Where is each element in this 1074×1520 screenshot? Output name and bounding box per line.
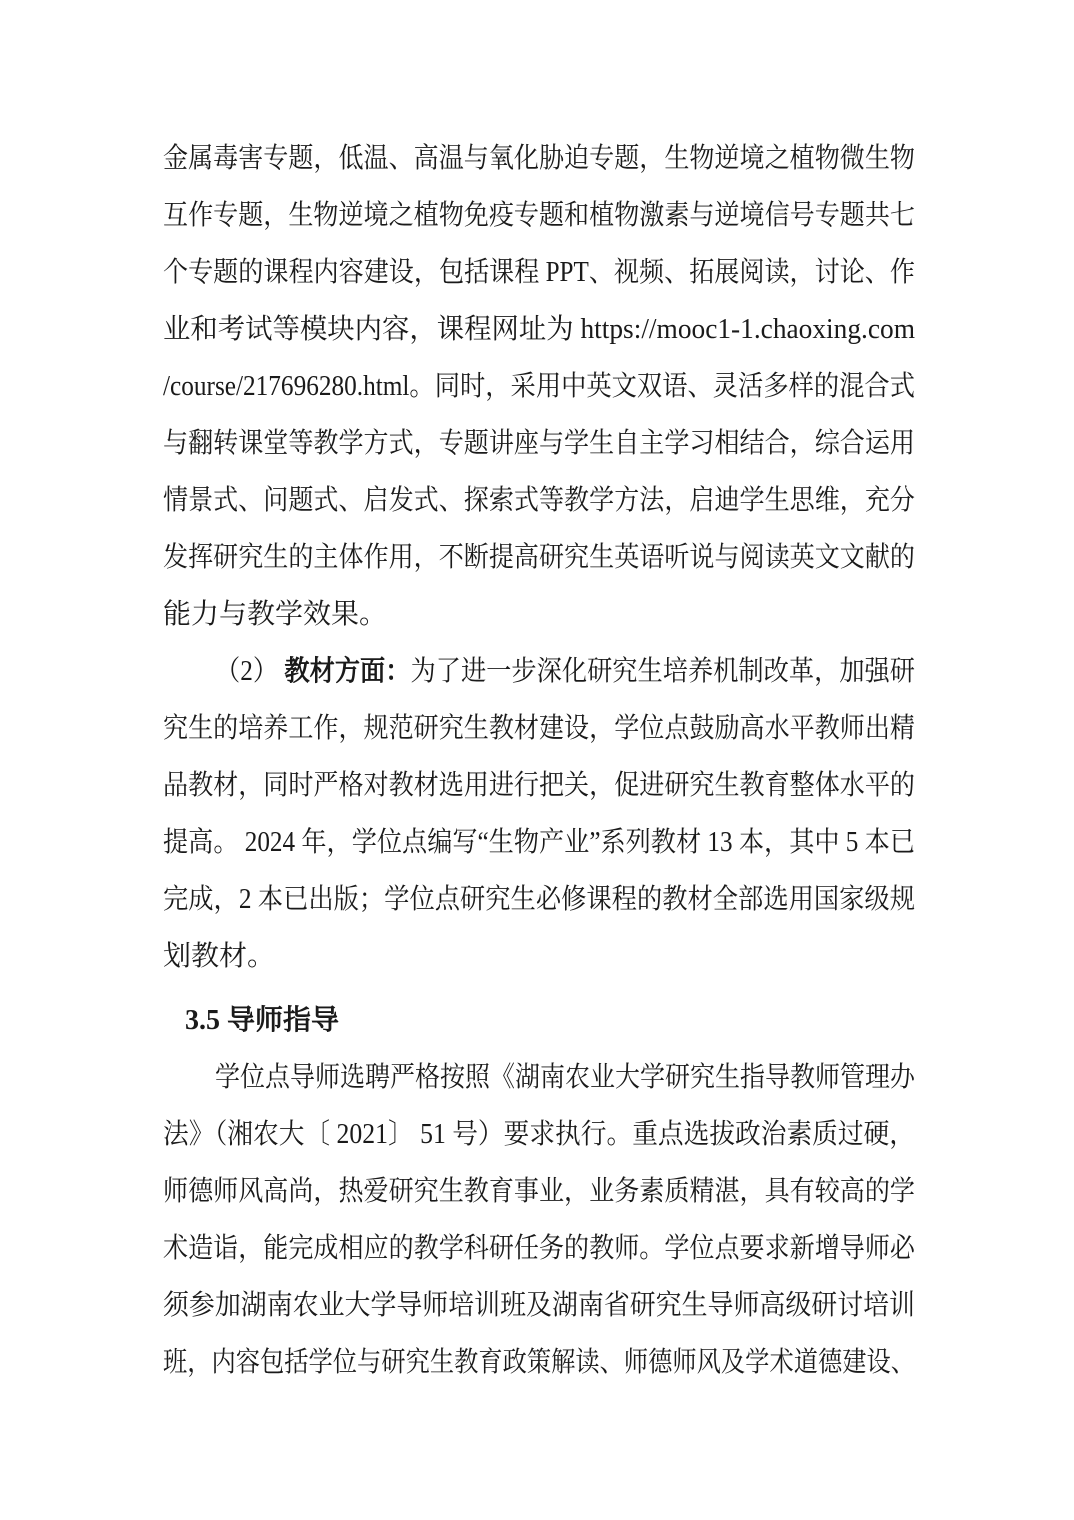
text-run: 与翻转课堂等教学方式，专题讲座与学生自主学习相结合，综合运用 [163,428,915,459]
text-line-content [163,1220,915,1277]
text-run: 究生的培养工作，规范研究生教材建设，学位点鼓励高水平教师出精 [163,713,915,744]
text-line [163,992,915,1049]
text-run: 法》（湘农大〔 2021〕 51 号）要求执行。重点选拔政治素质过硬， [163,1119,915,1150]
text-line [163,1334,915,1391]
text-run: 个专题的课程内容建设，包括课程 PPT、视频、拓展阅读，讨论、作 [163,257,915,288]
text-line-content [163,700,915,757]
document-body [163,130,915,1391]
text-line-content [163,757,915,814]
text-line-content [163,301,915,358]
text-line [163,244,915,301]
bold-text-run: 教材方面： [284,656,411,687]
text-run: 师德师风高尚，热爱研究生教育事业，业务素质精湛，具有较高的学 [163,1176,915,1207]
text-line [163,301,915,358]
text-line-content [163,187,915,244]
text-run: 完成，2 本已出版；学位点研究生必修课程的教材全部选用国家级规 [163,884,915,915]
heading-3-5-supervisor-guidance [163,985,915,1049]
text-line-content [163,358,915,415]
text-line [163,130,915,187]
text-line [163,358,915,415]
text-line-content [163,928,275,985]
text-line-content [163,1163,915,1220]
text-line [163,814,915,871]
text-line-content [163,130,915,187]
text-line-content [163,415,915,472]
text-run: 能力与教学效果。 [163,599,388,630]
text-run: 为了进一步深化研究生培养机制改革，加强研 [410,656,915,687]
text-line [163,415,915,472]
text-line [163,472,915,529]
text-line [163,700,915,757]
text-line [163,187,915,244]
text-line-content [185,992,339,1049]
text-line-content [163,586,387,643]
text-run: 术造诣，能完成相应的教学科研任务的教师。学位点要求新增导师必 [163,1233,915,1264]
bold-text-run: 3.5 导师指导 [185,1005,340,1036]
text-line [163,643,915,700]
text-run: 班，内容包括学位与研究生教育政策解读、师德师风及学术道德建设、 [163,1347,915,1378]
text-line-content [163,529,915,586]
text-run: 发挥研究生的主体作用，不断提高研究生英语听说与阅读英文文献的 [163,542,915,573]
text-line [163,1106,915,1163]
text-line [163,1049,915,1106]
text-line-content [163,472,915,529]
text-run: 须参加湖南农业大学导师培训班及湖南省研究生导师高级研讨培训 [163,1290,915,1321]
text-run: 情景式、问题式、启发式、探索式等教学方法，启迪学生思维，充分 [163,485,915,516]
text-line [163,928,915,985]
text-run: 金属毒害专题，低温、高温与氧化胁迫专题，生物逆境之植物微生物 [163,143,915,174]
text-line [163,1163,915,1220]
text-line-content [163,814,915,871]
text-line-content [163,1106,915,1163]
text-run: 划教材。 [163,941,276,972]
paragraph-textbooks [163,643,915,985]
text-run: 提高。 2024 年，学位点编写“生物产业”系列教材 13 本，其中 5 本已 [163,827,915,858]
text-line-content [163,244,915,301]
text-line-content [215,1049,915,1106]
text-line [163,586,915,643]
paragraph-course-content [163,130,915,643]
text-run: 品教材，同时严格对教材选用进行把关，促进研究生教育整体水平的 [163,770,915,801]
paragraph-supervisor-selection [163,1049,915,1391]
text-line [163,1220,915,1277]
text-line [163,871,915,928]
text-run: 学位点导师选聘严格按照《湖南农业大学研究生指导教师管理办 [215,1062,915,1093]
text-line-content [163,1334,915,1391]
text-line-content [163,871,915,928]
text-run: （2） [215,656,285,687]
text-run: 互作专题，生物逆境之植物免疫专题和植物激素与逆境信号专题共七 [163,200,915,231]
text-line [163,529,915,586]
text-line-content [215,643,915,700]
text-line [163,1277,915,1334]
text-line [163,757,915,814]
text-run: /course/217696280.html。同时，采用中英文双语、灵活多样的混合式 [163,371,915,402]
text-run: 业和考试等模块内容，课程网址为 https://mooc1-1.chaoxing.com [163,314,915,345]
text-line-content [163,1277,915,1334]
